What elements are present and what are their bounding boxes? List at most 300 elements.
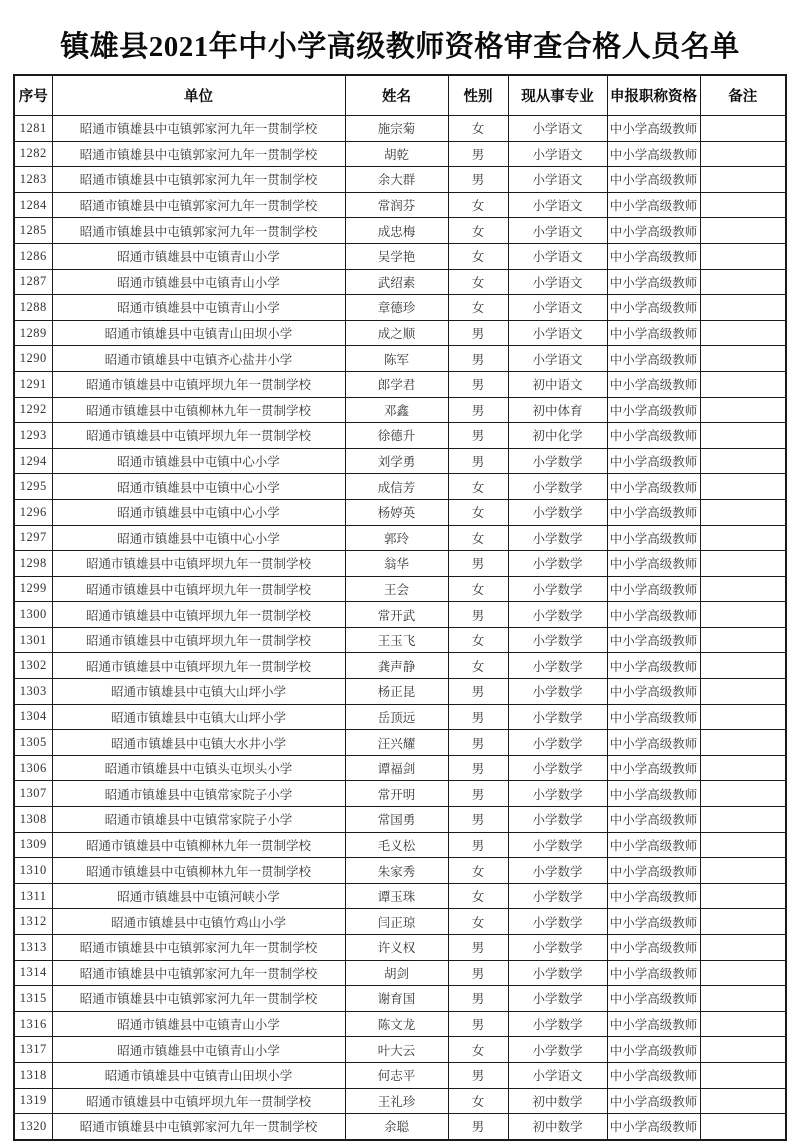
cell-name: 余大群 <box>345 167 448 193</box>
cell-gender: 男 <box>448 730 508 756</box>
cell-major: 小学数学 <box>508 807 607 833</box>
cell-major: 小学数学 <box>508 858 607 884</box>
cell-major: 小学数学 <box>508 679 607 705</box>
page-title: 镇雄县2021年中小学高级教师资格审查合格人员名单 <box>60 31 740 63</box>
cell-name: 王会 <box>345 576 448 602</box>
cell-title: 中小学高级教师 <box>607 1011 700 1037</box>
table-row <box>14 960 786 986</box>
cell-gender: 男 <box>448 320 508 346</box>
table-row <box>14 883 786 909</box>
cell-title: 中小学高级教师 <box>607 602 700 628</box>
cell-note <box>700 755 786 781</box>
cell-gender: 男 <box>448 1011 508 1037</box>
cell-unit: 昭通市镇雄县中屯镇郭家河九年一贯制学校 <box>52 141 345 167</box>
cell-note <box>700 448 786 474</box>
cell-name: 常开武 <box>345 602 448 628</box>
cell-major: 小学语文 <box>508 243 607 269</box>
cell-unit: 昭通市镇雄县中屯镇柳林九年一贯制学校 <box>52 397 345 423</box>
cell-name: 王礼珍 <box>345 1088 448 1114</box>
cell-name: 郎学君 <box>345 371 448 397</box>
cell-unit: 昭通市镇雄县中屯镇郭家河九年一贯制学校 <box>52 986 345 1012</box>
cell-note <box>700 858 786 884</box>
cell-name: 胡剑 <box>345 960 448 986</box>
cell-name: 刘学勇 <box>345 448 448 474</box>
cell-title: 中小学高级教师 <box>607 525 700 551</box>
table-row <box>14 602 786 628</box>
table-row <box>14 141 786 167</box>
cell-unit: 昭通市镇雄县中屯镇坪坝九年一贯制学校 <box>52 627 345 653</box>
cell-name: 岳顶远 <box>345 704 448 730</box>
cell-gender: 女 <box>448 909 508 935</box>
cell-unit: 昭通市镇雄县中屯镇坪坝九年一贯制学校 <box>52 653 345 679</box>
table-row <box>14 1114 786 1140</box>
cell-title: 中小学高级教师 <box>607 167 700 193</box>
cell-unit: 昭通市镇雄县中屯镇常家院子小学 <box>52 807 345 833</box>
table-row <box>14 371 786 397</box>
cell-gender: 女 <box>448 858 508 884</box>
cell-note <box>700 909 786 935</box>
cell-gender: 女 <box>448 192 508 218</box>
cell-serial-number: 1301 <box>14 627 52 653</box>
cell-unit: 昭通市镇雄县中屯镇大山坪小学 <box>52 704 345 730</box>
table-row <box>14 448 786 474</box>
cell-name: 常开明 <box>345 781 448 807</box>
cell-major: 初中体育 <box>508 397 607 423</box>
cell-gender: 女 <box>448 525 508 551</box>
table-row <box>14 1088 786 1114</box>
cell-unit: 昭通市镇雄县中屯镇竹鸡山小学 <box>52 909 345 935</box>
cell-serial-number: 1296 <box>14 499 52 525</box>
cell-major: 小学数学 <box>508 474 607 500</box>
table-row <box>14 781 786 807</box>
cell-note <box>700 423 786 449</box>
cell-name: 谭福剑 <box>345 755 448 781</box>
cell-title: 中小学高级教师 <box>607 499 700 525</box>
cell-serial-number: 1303 <box>14 679 52 705</box>
cell-major: 初中语文 <box>508 371 607 397</box>
cell-title: 中小学高级教师 <box>607 755 700 781</box>
cell-gender: 男 <box>448 704 508 730</box>
cell-title: 中小学高级教师 <box>607 807 700 833</box>
column-header-note: 备注 <box>700 75 786 116</box>
cell-note <box>700 576 786 602</box>
cell-title: 中小学高级教师 <box>607 883 700 909</box>
cell-major: 小学数学 <box>508 653 607 679</box>
table-row <box>14 858 786 884</box>
cell-gender: 女 <box>448 653 508 679</box>
cell-note <box>700 525 786 551</box>
cell-title: 中小学高级教师 <box>607 141 700 167</box>
cell-gender: 女 <box>448 218 508 244</box>
cell-major: 小学数学 <box>508 781 607 807</box>
cell-name: 朱家秀 <box>345 858 448 884</box>
cell-serial-number: 1311 <box>14 883 52 909</box>
cell-title: 中小学高级教师 <box>607 371 700 397</box>
cell-major: 小学语文 <box>508 167 607 193</box>
cell-title: 中小学高级教师 <box>607 346 700 372</box>
cell-title: 中小学高级教师 <box>607 192 700 218</box>
cell-note <box>700 730 786 756</box>
cell-title: 中小学高级教师 <box>607 935 700 961</box>
table-row <box>14 525 786 551</box>
header-row <box>14 75 786 116</box>
cell-unit: 昭通市镇雄县中屯镇常家院子小学 <box>52 781 345 807</box>
cell-note <box>700 141 786 167</box>
cell-serial-number: 1302 <box>14 653 52 679</box>
cell-serial-number: 1317 <box>14 1037 52 1063</box>
cell-gender: 男 <box>448 679 508 705</box>
table-row <box>14 1011 786 1037</box>
cell-unit: 昭通市镇雄县中屯镇郭家河九年一贯制学校 <box>52 1114 345 1140</box>
cell-serial-number: 1312 <box>14 909 52 935</box>
cell-gender: 男 <box>448 781 508 807</box>
cell-title: 中小学高级教师 <box>607 986 700 1012</box>
cell-title: 中小学高级教师 <box>607 832 700 858</box>
cell-title: 中小学高级教师 <box>607 627 700 653</box>
cell-name: 杨婷英 <box>345 499 448 525</box>
cell-title: 中小学高级教师 <box>607 858 700 884</box>
cell-unit: 昭通市镇雄县中屯镇中心小学 <box>52 448 345 474</box>
table-row <box>14 935 786 961</box>
cell-name: 陈军 <box>345 346 448 372</box>
cell-unit: 昭通市镇雄县中屯镇坪坝九年一贯制学校 <box>52 1088 345 1114</box>
cell-name: 武绍素 <box>345 269 448 295</box>
cell-major: 小学语文 <box>508 320 607 346</box>
cell-name: 成忠梅 <box>345 218 448 244</box>
cell-note <box>700 1011 786 1037</box>
cell-major: 小学语文 <box>508 218 607 244</box>
cell-serial-number: 1314 <box>14 960 52 986</box>
cell-major: 小学数学 <box>508 704 607 730</box>
cell-note <box>700 371 786 397</box>
cell-gender: 男 <box>448 167 508 193</box>
cell-name: 章德珍 <box>345 295 448 321</box>
column-header-unit: 单位 <box>52 75 345 116</box>
cell-note <box>700 627 786 653</box>
cell-serial-number: 1292 <box>14 397 52 423</box>
cell-gender: 女 <box>448 269 508 295</box>
cell-note <box>700 1088 786 1114</box>
cell-serial-number: 1320 <box>14 1114 52 1140</box>
column-header-title: 申报职称资格 <box>607 75 700 116</box>
cell-note <box>700 986 786 1012</box>
cell-note <box>700 704 786 730</box>
cell-serial-number: 1306 <box>14 755 52 781</box>
cell-serial-number: 1283 <box>14 167 52 193</box>
cell-unit: 昭通市镇雄县中屯镇柳林九年一贯制学校 <box>52 858 345 884</box>
cell-serial-number: 1290 <box>14 346 52 372</box>
cell-gender: 男 <box>448 448 508 474</box>
table-row <box>14 423 786 449</box>
table-row <box>14 116 786 142</box>
cell-unit: 昭通市镇雄县中屯镇郭家河九年一贯制学校 <box>52 960 345 986</box>
cell-note <box>700 474 786 500</box>
cell-major: 初中数学 <box>508 1088 607 1114</box>
cell-serial-number: 1319 <box>14 1088 52 1114</box>
cell-title: 中小学高级教师 <box>607 295 700 321</box>
cell-name: 王玉飞 <box>345 627 448 653</box>
cell-title: 中小学高级教师 <box>607 576 700 602</box>
cell-name: 闫正琼 <box>345 909 448 935</box>
cell-name: 何志平 <box>345 1062 448 1088</box>
cell-name: 郭玲 <box>345 525 448 551</box>
cell-unit: 昭通市镇雄县中屯镇大水井小学 <box>52 730 345 756</box>
cell-gender: 女 <box>448 499 508 525</box>
table-row <box>14 909 786 935</box>
cell-title: 中小学高级教师 <box>607 218 700 244</box>
cell-serial-number: 1297 <box>14 525 52 551</box>
cell-serial-number: 1281 <box>14 116 52 142</box>
cell-serial-number: 1307 <box>14 781 52 807</box>
cell-gender: 女 <box>448 1088 508 1114</box>
cell-note <box>700 602 786 628</box>
cell-major: 小学数学 <box>508 935 607 961</box>
cell-gender: 男 <box>448 832 508 858</box>
cell-unit: 昭通市镇雄县中屯镇坪坝九年一贯制学校 <box>52 423 345 449</box>
table-row <box>14 627 786 653</box>
cell-name: 谢育国 <box>345 986 448 1012</box>
cell-title: 中小学高级教师 <box>607 397 700 423</box>
cell-note <box>700 243 786 269</box>
cell-major: 小学语文 <box>508 346 607 372</box>
cell-title: 中小学高级教师 <box>607 1062 700 1088</box>
cell-major: 小学数学 <box>508 551 607 577</box>
cell-major: 小学数学 <box>508 960 607 986</box>
table-row <box>14 499 786 525</box>
cell-major: 小学数学 <box>508 883 607 909</box>
cell-note <box>700 269 786 295</box>
cell-unit: 昭通市镇雄县中屯镇郭家河九年一贯制学校 <box>52 935 345 961</box>
cell-gender: 男 <box>448 371 508 397</box>
cell-gender: 男 <box>448 960 508 986</box>
cell-major: 初中化学 <box>508 423 607 449</box>
cell-gender: 女 <box>448 474 508 500</box>
cell-unit: 昭通市镇雄县中屯镇中心小学 <box>52 499 345 525</box>
cell-note <box>700 218 786 244</box>
cell-gender: 男 <box>448 755 508 781</box>
cell-note <box>700 295 786 321</box>
cell-title: 中小学高级教师 <box>607 909 700 935</box>
cell-name: 吴学艳 <box>345 243 448 269</box>
cell-serial-number: 1285 <box>14 218 52 244</box>
table-row <box>14 320 786 346</box>
cell-gender: 女 <box>448 243 508 269</box>
cell-serial-number: 1318 <box>14 1062 52 1088</box>
cell-unit: 昭通市镇雄县中屯镇青山小学 <box>52 1011 345 1037</box>
table-body <box>14 116 786 1140</box>
cell-serial-number: 1304 <box>14 704 52 730</box>
cell-title: 中小学高级教师 <box>607 320 700 346</box>
cell-note <box>700 167 786 193</box>
cell-note <box>700 883 786 909</box>
cell-major: 小学数学 <box>508 832 607 858</box>
cell-note <box>700 781 786 807</box>
cell-gender: 男 <box>448 1114 508 1140</box>
cell-serial-number: 1310 <box>14 858 52 884</box>
cell-note <box>700 832 786 858</box>
table-row <box>14 218 786 244</box>
cell-major: 小学数学 <box>508 755 607 781</box>
cell-title: 中小学高级教师 <box>607 551 700 577</box>
cell-serial-number: 1315 <box>14 986 52 1012</box>
cell-serial-number: 1313 <box>14 935 52 961</box>
cell-unit: 昭通市镇雄县中屯镇齐心盐井小学 <box>52 346 345 372</box>
cell-major: 小学语文 <box>508 192 607 218</box>
cell-serial-number: 1308 <box>14 807 52 833</box>
cell-serial-number: 1298 <box>14 551 52 577</box>
cell-serial-number: 1309 <box>14 832 52 858</box>
column-header-gender: 性别 <box>448 75 508 116</box>
cell-unit: 昭通市镇雄县中屯镇坪坝九年一贯制学校 <box>52 576 345 602</box>
cell-title: 中小学高级教师 <box>607 243 700 269</box>
table-row <box>14 295 786 321</box>
cell-note <box>700 499 786 525</box>
cell-major: 小学语文 <box>508 116 607 142</box>
cell-note <box>700 679 786 705</box>
cell-major: 小学语文 <box>508 269 607 295</box>
cell-serial-number: 1289 <box>14 320 52 346</box>
cell-serial-number: 1288 <box>14 295 52 321</box>
cell-major: 小学数学 <box>508 627 607 653</box>
cell-gender: 女 <box>448 116 508 142</box>
cell-unit: 昭通市镇雄县中屯镇青山小学 <box>52 1037 345 1063</box>
cell-name: 许义权 <box>345 935 448 961</box>
cell-title: 中小学高级教师 <box>607 704 700 730</box>
cell-major: 小学数学 <box>508 576 607 602</box>
table-row <box>14 243 786 269</box>
table-row <box>14 807 786 833</box>
cell-gender: 男 <box>448 397 508 423</box>
cell-note <box>700 935 786 961</box>
cell-serial-number: 1305 <box>14 730 52 756</box>
cell-major: 小学数学 <box>508 1011 607 1037</box>
cell-name: 常国勇 <box>345 807 448 833</box>
cell-name: 汪兴耀 <box>345 730 448 756</box>
cell-unit: 昭通市镇雄县中屯镇河峡小学 <box>52 883 345 909</box>
table-row <box>14 474 786 500</box>
cell-major: 小学数学 <box>508 448 607 474</box>
cell-note <box>700 551 786 577</box>
table-row <box>14 346 786 372</box>
cell-name: 胡乾 <box>345 141 448 167</box>
cell-gender: 女 <box>448 576 508 602</box>
cell-serial-number: 1316 <box>14 1011 52 1037</box>
cell-unit: 昭通市镇雄县中屯镇坪坝九年一贯制学校 <box>52 371 345 397</box>
cell-note <box>700 116 786 142</box>
cell-unit: 昭通市镇雄县中屯镇头屯坝头小学 <box>52 755 345 781</box>
cell-name: 翁华 <box>345 551 448 577</box>
cell-major: 小学语文 <box>508 295 607 321</box>
cell-major: 小学语文 <box>508 1062 607 1088</box>
cell-serial-number: 1293 <box>14 423 52 449</box>
cell-unit: 昭通市镇雄县中屯镇大山坪小学 <box>52 679 345 705</box>
cell-major: 小学语文 <box>508 141 607 167</box>
cell-unit: 昭通市镇雄县中屯镇中心小学 <box>52 474 345 500</box>
table-row <box>14 679 786 705</box>
cell-major: 小学数学 <box>508 986 607 1012</box>
table-row <box>14 269 786 295</box>
cell-gender: 女 <box>448 1037 508 1063</box>
cell-unit: 昭通市镇雄县中屯镇中心小学 <box>52 525 345 551</box>
cell-name: 余聪 <box>345 1114 448 1140</box>
cell-name: 徐德升 <box>345 423 448 449</box>
cell-note <box>700 320 786 346</box>
table-row <box>14 576 786 602</box>
cell-unit: 昭通市镇雄县中屯镇坪坝九年一贯制学校 <box>52 602 345 628</box>
column-header-major: 现从事专业 <box>508 75 607 116</box>
column-header-name: 姓名 <box>345 75 448 116</box>
table-row <box>14 755 786 781</box>
cell-title: 中小学高级教师 <box>607 1114 700 1140</box>
cell-serial-number: 1300 <box>14 602 52 628</box>
cell-serial-number: 1291 <box>14 371 52 397</box>
cell-major: 初中数学 <box>508 1114 607 1140</box>
cell-name: 杨正昆 <box>345 679 448 705</box>
cell-unit: 昭通市镇雄县中屯镇青山小学 <box>52 269 345 295</box>
cell-note <box>700 1114 786 1140</box>
cell-title: 中小学高级教师 <box>607 474 700 500</box>
cell-major: 小学数学 <box>508 730 607 756</box>
cell-gender: 男 <box>448 346 508 372</box>
cell-name: 陈文龙 <box>345 1011 448 1037</box>
cell-gender: 男 <box>448 935 508 961</box>
column-header-no: 序号 <box>14 75 52 116</box>
cell-title: 中小学高级教师 <box>607 423 700 449</box>
cell-major: 小学数学 <box>508 525 607 551</box>
cell-major: 小学数学 <box>508 1037 607 1063</box>
cell-note <box>700 192 786 218</box>
cell-note <box>700 1037 786 1063</box>
cell-name: 常润芬 <box>345 192 448 218</box>
cell-name: 毛义松 <box>345 832 448 858</box>
cell-unit: 昭通市镇雄县中屯镇青山田坝小学 <box>52 1062 345 1088</box>
cell-unit: 昭通市镇雄县中屯镇柳林九年一贯制学校 <box>52 832 345 858</box>
cell-serial-number: 1295 <box>14 474 52 500</box>
cell-gender: 男 <box>448 551 508 577</box>
cell-title: 中小学高级教师 <box>607 448 700 474</box>
cell-unit: 昭通市镇雄县中屯镇郭家河九年一贯制学校 <box>52 116 345 142</box>
cell-title: 中小学高级教师 <box>607 781 700 807</box>
cell-gender: 男 <box>448 1062 508 1088</box>
cell-serial-number: 1282 <box>14 141 52 167</box>
cell-note <box>700 807 786 833</box>
cell-unit: 昭通市镇雄县中屯镇坪坝九年一贯制学校 <box>52 551 345 577</box>
cell-serial-number: 1294 <box>14 448 52 474</box>
cell-title: 中小学高级教师 <box>607 1037 700 1063</box>
cell-gender: 男 <box>448 807 508 833</box>
cell-name: 龚声静 <box>345 653 448 679</box>
cell-note <box>700 397 786 423</box>
cell-note <box>700 1062 786 1088</box>
cell-serial-number: 1299 <box>14 576 52 602</box>
table-row <box>14 167 786 193</box>
cell-gender: 女 <box>448 627 508 653</box>
cell-name: 叶大云 <box>345 1037 448 1063</box>
cell-serial-number: 1284 <box>14 192 52 218</box>
cell-name: 成之顺 <box>345 320 448 346</box>
cell-unit: 昭通市镇雄县中屯镇青山田坝小学 <box>52 320 345 346</box>
table-row <box>14 397 786 423</box>
cell-unit: 昭通市镇雄县中屯镇青山小学 <box>52 295 345 321</box>
cell-gender: 男 <box>448 423 508 449</box>
cell-serial-number: 1287 <box>14 269 52 295</box>
table-row <box>14 1037 786 1063</box>
cell-title: 中小学高级教师 <box>607 116 700 142</box>
cell-title: 中小学高级教师 <box>607 730 700 756</box>
cell-gender: 男 <box>448 602 508 628</box>
table-row <box>14 730 786 756</box>
cell-title: 中小学高级教师 <box>607 960 700 986</box>
